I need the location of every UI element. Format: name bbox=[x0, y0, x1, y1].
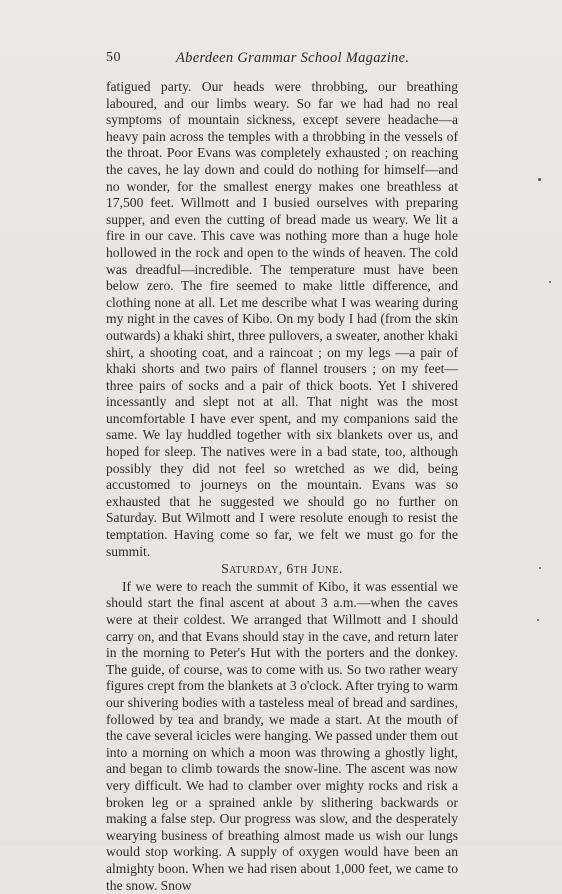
article-body bbox=[106, 79, 458, 894]
page-number: 50 bbox=[106, 50, 121, 65]
paper-speck bbox=[549, 281, 551, 283]
paper-speck bbox=[539, 567, 541, 569]
section-heading bbox=[106, 561, 458, 578]
page-header bbox=[106, 50, 456, 70]
paper-speck bbox=[538, 178, 541, 181]
section-heading-date: 6th June. bbox=[286, 561, 343, 577]
paragraph-continued: fatigued party. Our heads were throbbing, our breathing laboured, and our limbs weary. So far we had had no real symptoms of mountain sickness, except severe headache—a heavy pain across the temples with a throbbing in the vessels of the throat. Poor Evans was completely exhausted ; on reaching the caves, he lay down and could do nothing for himself—and no wonder, for the smallest energy makes one breathless at 17,500 feet. Willmott and I busied ourselves with preparing supper, and even the cutting of bread made us weary. We lit a fire in our cave. This cave was nothing more than a huge hole hollowed in the rock and open to the winds of heaven. The cold was dreadful—incredible. The temperature must have been below zero. The fire seemed to make little difference, and clothing none at all. Let me describe what I was wearing during my night in the caves of Kibo. On my body I had (from the skin outwards) a khaki shirt, three pullovers, a sweater, another khaki shirt, a shooting coat, and a raincoat ; on my legs —a pair of khaki shorts and two pairs of flannel trousers ; on my feet—three pairs of socks and a pair of thick boots. Yet I shivered incessantly and slept not at all. That night was the most uncomfortable I have ever spent, and my companions said the same. We lay huddled together with six blankets over us, and hoped for sleep. The natives were in a bad state, too, although possibly they did not feel so wretched as we did, being accustomed to journeys on the mountain. Evans was so exhausted that he suggested we should go no further on Saturday. But Wilmott and I were resolute enough to resist the temptation. Having come so far, we felt we must go for the summit. bbox=[106, 79, 458, 559]
paragraph-summit-ascent: If we were to reach the summit of Kibo, it was essential we should start the final ascent at about 3 a.m.—when the caves were at their coldest. We arranged that Willmott and I should carry on, and that Evans should stay in the cave, and return later in the morning to Peter's Hut with the porters and the donkey. The guide, of course, was to come with us. So two rather weary figures crept from the blankets at 3 o'clock. After trying to warm our shivering bodies with a tasteless meal of bread and sardines, followed by tea and brandy, we made a start. At the mouth of the cave several icicles were hanging. We passed under them out into a morning on which a moon was throwing a ghostly light, and began to climb towards the snow-line. The ascent was now very difficult. We had to clamber over mighty rocks and risk a broken leg or a sprained ankle by slithering backwards or making a false step. Our progress was slow, and the desperately wearying business of breathing almost made us wish our lungs would stop working. A supply of oxygen would have been an almighty boon. When we had risen about 1,000 feet, we came to the snow. Snow bbox=[106, 578, 458, 893]
running-title: Aberdeen Grammar School Magazine. bbox=[176, 50, 410, 66]
paper-speck bbox=[537, 619, 539, 621]
section-heading-day: Saturday, bbox=[221, 561, 283, 577]
